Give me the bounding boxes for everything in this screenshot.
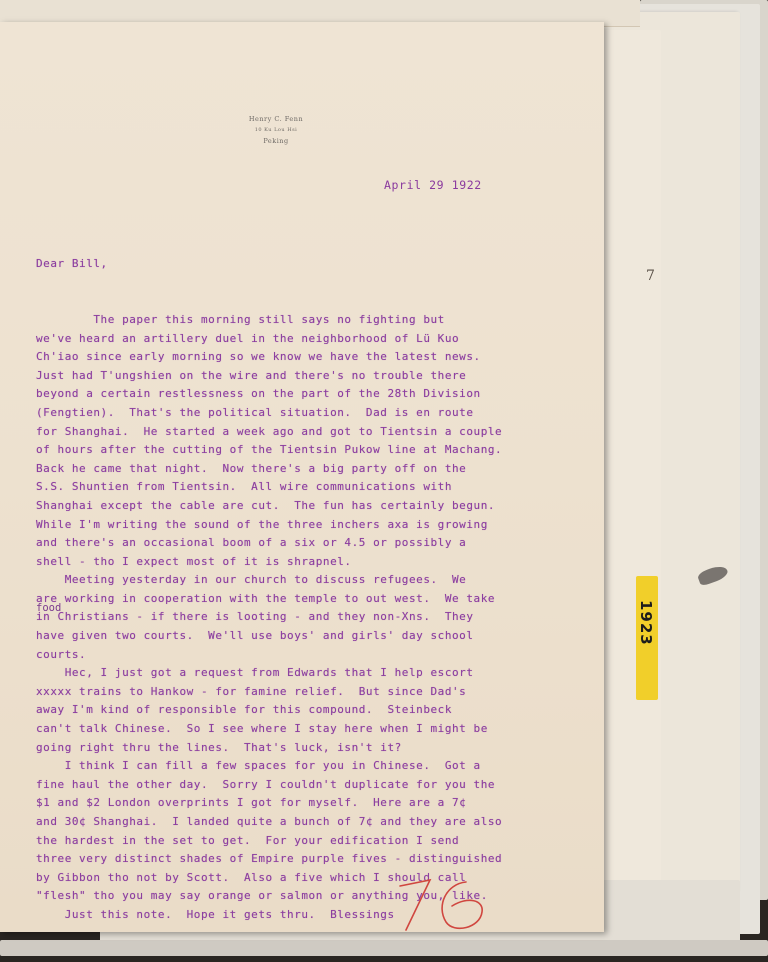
- body-line: The paper this morning still says no fighting but: [36, 312, 445, 326]
- letter-page: [0, 22, 604, 932]
- letterhead: [236, 114, 316, 147]
- body-line: of hours after the cutting of the Tientsin Pukow line at Machang.: [36, 443, 503, 457]
- body-line: While I'm writing the sound of the three inchers axa is growing: [36, 517, 488, 531]
- year-tab-label: 1923: [637, 600, 655, 646]
- body-line: fine haul the other day. Sorry I couldn't duplicate for you the: [36, 777, 496, 791]
- body-line: shell - tho I expect most of it is shrapnel.: [36, 554, 352, 568]
- body-line: xxxxx trains to Hankow - for famine relief. But since Dad's: [36, 684, 467, 698]
- margin-insert: food: [36, 602, 62, 614]
- body-line: beyond a certain restlessness on the part of the 28th Division: [36, 387, 481, 401]
- letter-date: April 29 1922: [384, 178, 482, 192]
- body-line: can't talk Chinese. So I see where I stay here when I might be: [36, 722, 488, 736]
- body-line: Just this note. Hope it gets thru. Blessings: [36, 907, 395, 921]
- body-line: going right thru the lines. That's luck, isn't it?: [36, 740, 402, 754]
- body-line: by Gibbon tho not by Scott. Also a five which I should call: [36, 870, 467, 884]
- body-line: courts.: [36, 647, 87, 661]
- letter-body: [36, 218, 576, 962]
- letterhead-name: Henry C. Fenn: [248, 115, 304, 123]
- body-line: for Shanghai. He started a week ago and got to Tientsin a couple: [36, 424, 503, 438]
- body-line: have given two courts. We'll use boys' and girls' day school: [36, 629, 474, 643]
- pencil-annotation: [388, 866, 498, 936]
- body-line: in Christians - if there is looting - and they non-Xns. They: [36, 610, 474, 624]
- letterhead-address: 10 Ku Lou Hsi: [254, 127, 298, 133]
- body-line: are working in cooperation with the temple to out west. We take: [36, 591, 496, 605]
- body-line: and 30¢ Shanghai. I landed quite a bunch of 7¢ and they are also: [36, 815, 503, 828]
- background-sheet: [600, 30, 661, 910]
- body-line: Ch'iao since early morning so we know we have the latest news.: [36, 350, 481, 364]
- side-page-number: 7: [646, 268, 655, 284]
- pencil-mark-label: 76: [428, 910, 430, 911]
- body-line: Hec, I just got a request from Edwards that I help escort: [36, 666, 474, 680]
- body-line: "flesh" tho you may say orange or salmon or anything you, like.: [36, 889, 488, 903]
- body-line: and there's an occasional boom of a six or 4.5 or possibly a: [36, 536, 467, 550]
- body-lines: [36, 311, 576, 925]
- body-line: we've heard an artillery duel in the neighborhood of Lü Kuo: [36, 331, 460, 345]
- body-line: I think I can fill a few spaces for you in Chinese. Got a: [36, 759, 481, 773]
- body-line: Back he came that night. Now there's a big party off on the: [36, 461, 467, 475]
- body-line: S.S. Shuntien from Tientsin. All wire communications with: [36, 480, 453, 494]
- pencil-stroke-7: [400, 880, 430, 930]
- body-line: Meeting yesterday in our church to discuss refugees. We: [36, 573, 467, 587]
- body-line: the hardest in the set to get. For your edification I send: [36, 833, 460, 847]
- body-line: $1 and $2 London overprints I got for myself. Here are a 7¢: [36, 796, 467, 810]
- body-line: three very distinct shades of Empire purple fives - distinguished: [36, 852, 503, 866]
- pencil-stroke-6: [442, 882, 482, 928]
- letterhead-city: Peking: [263, 137, 289, 145]
- body-line: (Fengtien). That's the political situation. Dad is en route: [36, 405, 474, 419]
- body-line: Just had T'ungshien on the wire and there's no trouble there: [36, 368, 467, 382]
- body-line: away I'm kind of responsible for this compound. Steinbeck: [36, 703, 453, 717]
- body-line: Shanghai except the cable are cut. The fun has certainly begun.: [36, 498, 496, 512]
- salutation: Dear Bill,: [36, 257, 108, 271]
